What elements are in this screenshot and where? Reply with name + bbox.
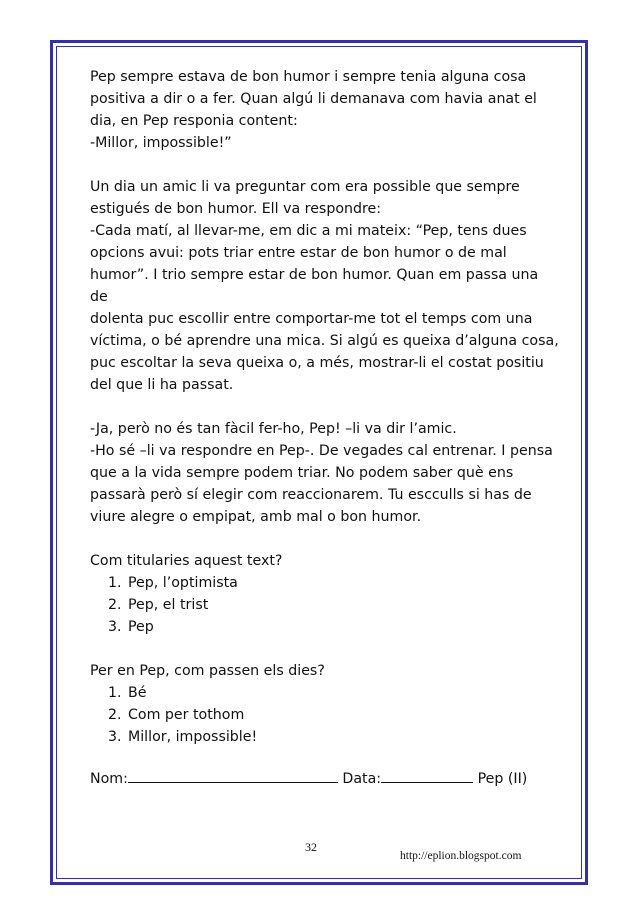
date-label: Data: xyxy=(342,771,382,787)
answer-options xyxy=(90,572,560,638)
story-paragraph-2 xyxy=(90,176,560,396)
story-paragraph-1 xyxy=(90,66,560,154)
text-line: -Ja, però no és tan fàcil fer-ho, Pep! –li va dir l’amic. xyxy=(90,421,457,437)
name-blank[interactable] xyxy=(128,768,338,783)
name-label: Nom: xyxy=(90,771,128,787)
answer-option: 2. Pep, el trist xyxy=(126,594,560,616)
source-url: http://eplion.blogspot.com xyxy=(400,850,522,862)
answer-options xyxy=(90,682,560,748)
text-line: dia, en Pep responia content: xyxy=(90,113,298,129)
answer-option: 2. Com per tothom xyxy=(126,704,560,726)
question-prompt: Per en Pep, com passen els dies? xyxy=(90,663,325,679)
text-line: Un dia un amic li va preguntar com era possible que sempre xyxy=(90,179,520,195)
date-blank[interactable] xyxy=(381,768,473,783)
text-line: passarà però sí elegir com reaccionarem. Tu escculls si has de xyxy=(90,487,532,503)
story-paragraph-3 xyxy=(90,418,560,528)
text-line: Pep sempre estava de bon humor i sempre tenia alguna cosa xyxy=(90,69,527,85)
text-line: viure alegre o empipat, amb mal o bon humor. xyxy=(90,509,422,525)
text-line: humor”. I trio sempre estar de bon humor. Quan em passa una de xyxy=(90,267,539,305)
text-line: -Millor, impossible!” xyxy=(90,135,232,151)
question-2 xyxy=(90,660,560,748)
answer-option: 1. Pep, l’optimista xyxy=(126,572,560,594)
text-line: que a la vida sempre podem triar. No podem saber què ens xyxy=(90,465,514,481)
text-line: víctima, o bé aprendre una mica. Si algú es queixa d’alguna cosa, xyxy=(90,333,559,349)
question-prompt: Com titularies aquest text? xyxy=(90,553,283,569)
text-line: estigués de bon humor. Ell va respondre: xyxy=(90,201,382,217)
text-line: -Ho sé –li va respondre en Pep-. De vegades cal entrenar. I pensa xyxy=(90,443,553,459)
worksheet-title: Pep (II) xyxy=(477,771,528,787)
text-line: del que li ha passat. xyxy=(90,377,234,393)
answer-option: 3. Millor, impossible! xyxy=(126,726,560,748)
answer-option: 3. Pep xyxy=(126,616,560,638)
name-date-line xyxy=(90,768,560,790)
answer-option: 1. Bé xyxy=(126,682,560,704)
text-line: puc escoltar la seva queixa o, a més, mostrar-li el costat positiu xyxy=(90,355,544,371)
question-1 xyxy=(90,550,560,638)
text-line: dolenta puc escollir entre comportar-me tot el temps com una xyxy=(90,311,533,327)
text-line: opcions avui: pots triar entre estar de bon humor o de mal xyxy=(90,245,507,261)
page-number: 32 xyxy=(305,840,317,854)
text-line: -Cada matí, al llevar-me, em dic a mi mateix: “Pep, tens dues xyxy=(90,223,527,239)
text-line: positiva a dir o a fer. Quan algú li demanava com havia anat el xyxy=(90,91,537,107)
worksheet-body xyxy=(90,66,560,748)
